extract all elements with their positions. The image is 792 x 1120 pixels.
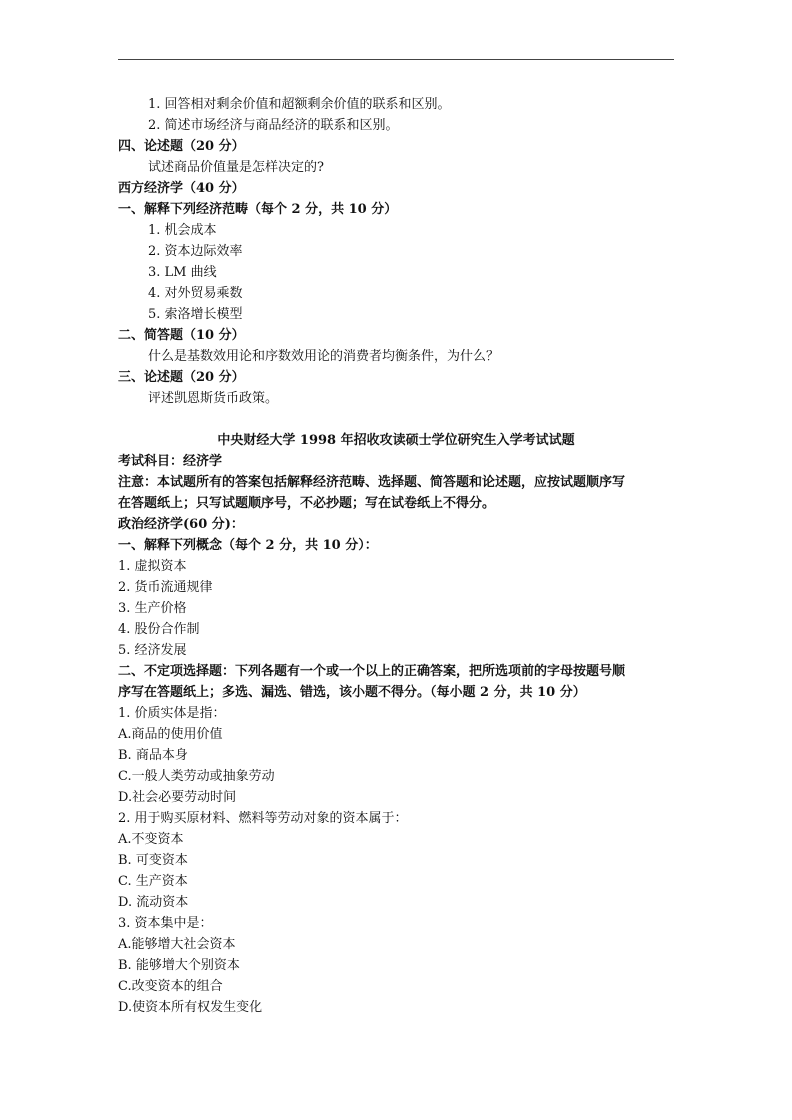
list-item: 1. 机会成本 [148,223,217,238]
exam-notice: 在答题纸上；只写试题顺序号，不必抄题；写在试卷纸上不得分。 [118,496,496,511]
list-item: 1. 虚拟资本 [118,559,187,574]
section-heading: 一、解释下列经济范畴（每个 2 分，共 10 分） [118,202,398,217]
option: B. 商品本身 [118,748,188,763]
section-heading: 二、简答题（10 分） [118,328,245,343]
section-heading: 序写在答题纸上；多选、漏选、错选，该小题不得分。（每小题 2 分，共 10 分） [118,685,586,700]
option: A.能够增大社会资本 [118,937,236,952]
list-item: 4. 股份合作制 [118,622,200,637]
option: B. 能够增大个别资本 [118,958,240,973]
list-item: 5. 索洛增长模型 [148,307,243,322]
option: D.使资本所有权发生变化 [118,1000,263,1015]
question-stem: 2. 用于购买原材料、燃料等劳动对象的资本属于： [118,811,408,826]
list-item: 1. 回答相对剩余价值和超额剩余价值的联系和区别。 [148,97,451,112]
exam-notice: 注意：本试题所有的答案包括解释经济范畴、选择题、简答题和论述题，应按试题顺序写 [118,475,626,490]
header-rule [118,59,674,60]
option: A.不变资本 [118,832,184,847]
option: C. 生产资本 [118,874,188,889]
option: B. 可变资本 [118,853,188,868]
option: A.商品的使用价值 [118,727,223,742]
section-heading: 三、论述题（20 分） [118,370,245,385]
list-item: 2. 简述市场经济与商品经济的联系和区别。 [148,118,399,133]
option: C.一般人类劳动或抽象劳动 [118,769,275,784]
option: D. 流动资本 [118,895,189,910]
list-item: 2. 货币流通规律 [118,580,213,595]
exam-subject: 考试科目：经济学 [118,454,223,469]
section-heading: 二、不定项选择题：下列各题有一个或一个以上的正确答案，把所选项前的字母按题号顺 [118,664,626,679]
section-title: 政治经济学(60 分)： [118,517,244,532]
question-stem: 1. 价质实体是指： [118,706,226,721]
question-text: 试述商品价值量是怎样决定的? [148,160,324,175]
list-item: 3. LM 曲线 [148,265,217,280]
question-stem: 3. 资本集中是： [118,916,213,931]
list-item: 3. 生产价格 [118,601,187,616]
list-item: 2. 资本边际效率 [148,244,243,259]
section-heading: 一、解释下列概念（每个 2 分，共 10 分）： [118,538,378,553]
section-heading: 四、论述题（20 分） [118,139,245,154]
option: D.社会必要劳动时间 [118,790,237,805]
question-text: 评述凯恩斯货币政策。 [148,391,279,406]
question-text: 什么是基数效用论和序数效用论的消费者均衡条件，为什么？ [148,349,500,364]
section-title: 西方经济学（40 分） [118,181,245,196]
list-item: 5. 经济发展 [118,643,187,658]
option: C.改变资本的组合 [118,979,223,994]
exam-title: 中央财经大学 1998 年招收攻读硕士学位研究生入学考试试题 [217,433,575,448]
list-item: 4. 对外贸易乘数 [148,286,243,301]
